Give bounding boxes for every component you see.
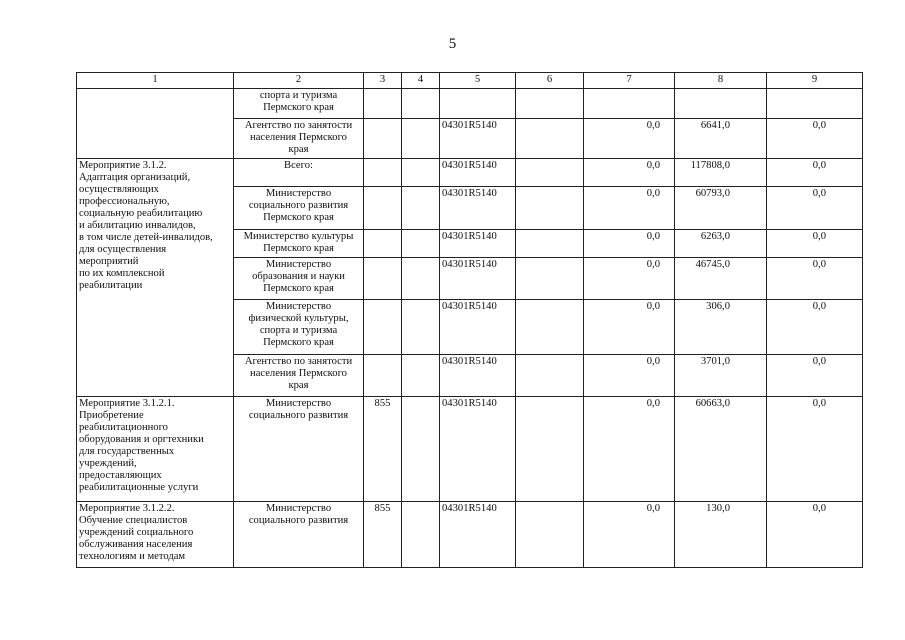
measure-cell: Мероприятие 3.1.2. Адаптация организаций, осуществляющих профессиональную, социальную реабилитацию и абилитацию инвалидов, в том числе детей-инвалидов, для осуществления мероприятий по их комплексной реабилитации — [77, 159, 234, 397]
cell-col3 — [364, 89, 402, 119]
measure-cell — [77, 89, 234, 159]
value-cell-col7: 0,0 — [584, 159, 675, 187]
table-row — [77, 159, 863, 187]
value-cell-col8: 306,0 — [675, 300, 767, 355]
code-cell: 04301R5140 — [440, 300, 516, 355]
cell-col6 — [516, 300, 584, 355]
cell-col4 — [402, 187, 440, 230]
cell-col4 — [402, 159, 440, 187]
code-cell — [440, 89, 516, 119]
cell-col6 — [516, 230, 584, 258]
cell-col3 — [364, 119, 402, 159]
column-header: 3 — [364, 73, 402, 89]
cell-col4 — [402, 119, 440, 159]
code-cell: 04301R5140 — [440, 355, 516, 397]
executor-cell: Министерство социального развития — [234, 397, 364, 502]
cell-col3: 855 — [364, 397, 402, 502]
column-header: 7 — [584, 73, 675, 89]
cell-col3 — [364, 355, 402, 397]
code-cell: 04301R5140 — [440, 230, 516, 258]
cell-col3 — [364, 300, 402, 355]
value-cell-col7: 0,0 — [584, 397, 675, 502]
cell-col4 — [402, 355, 440, 397]
value-cell-col7: 0,0 — [584, 230, 675, 258]
cell-col3 — [364, 187, 402, 230]
executor-cell: спорта и туризма Пермского края — [234, 89, 364, 119]
cell-col6 — [516, 502, 584, 568]
measure-cell: Мероприятие 3.1.2.2. Обучение специалистов учреждений социального обслуживания населения технологиям и методам — [77, 502, 234, 568]
value-cell-col7: 0,0 — [584, 300, 675, 355]
code-cell: 04301R5140 — [440, 119, 516, 159]
column-header: 4 — [402, 73, 440, 89]
cell-col3 — [364, 258, 402, 300]
executor-cell: Министерство социального развития Пермского края — [234, 187, 364, 230]
value-cell-col9: 0,0 — [767, 119, 863, 159]
cell-col4 — [402, 502, 440, 568]
table-row — [77, 397, 863, 502]
value-cell-col9: 0,0 — [767, 397, 863, 502]
value-cell-col9: 0,0 — [767, 502, 863, 568]
header-row — [77, 73, 863, 89]
column-header: 6 — [516, 73, 584, 89]
value-cell-col7: 0,0 — [584, 355, 675, 397]
value-cell-col8: 60663,0 — [675, 397, 767, 502]
cell-col4 — [402, 397, 440, 502]
cell-col6 — [516, 258, 584, 300]
code-cell: 04301R5140 — [440, 187, 516, 230]
value-cell-col7: 0,0 — [584, 119, 675, 159]
value-cell-col8: 130,0 — [675, 502, 767, 568]
cell-col6 — [516, 119, 584, 159]
value-cell-col9: 0,0 — [767, 355, 863, 397]
cell-col3 — [364, 230, 402, 258]
executor-cell: Министерство физической культуры, спорта и туризма Пермского края — [234, 300, 364, 355]
value-cell-col7: 0,0 — [584, 187, 675, 230]
column-header: 2 — [234, 73, 364, 89]
code-cell: 04301R5140 — [440, 258, 516, 300]
value-cell-col9: 0,0 — [767, 300, 863, 355]
value-cell-col9: 0,0 — [767, 187, 863, 230]
value-cell-col8: 6641,0 — [675, 119, 767, 159]
page-number: 5 — [448, 36, 457, 52]
cell-col3: 855 — [364, 502, 402, 568]
value-cell-col9: 0,0 — [767, 230, 863, 258]
value-cell-col8 — [675, 89, 767, 119]
value-cell-col7 — [584, 89, 675, 119]
value-cell-col7: 0,0 — [584, 258, 675, 300]
executor-cell: Министерство образования и науки Пермского края — [234, 258, 364, 300]
cell-col3 — [364, 159, 402, 187]
column-header: 9 — [767, 73, 863, 89]
value-cell-col7: 0,0 — [584, 502, 675, 568]
cell-col4 — [402, 230, 440, 258]
cell-col4 — [402, 258, 440, 300]
value-cell-col9: 0,0 — [767, 258, 863, 300]
executor-cell: Агентство по занятости населения Пермского края — [234, 119, 364, 159]
column-header: 1 — [77, 73, 234, 89]
code-cell: 04301R5140 — [440, 159, 516, 187]
executor-cell: Всего: — [234, 159, 364, 187]
cell-col4 — [402, 300, 440, 355]
table-row — [77, 89, 863, 119]
value-cell-col8: 46745,0 — [675, 258, 767, 300]
executor-cell: Министерство социального развития — [234, 502, 364, 568]
code-cell: 04301R5140 — [440, 397, 516, 502]
executor-cell: Агентство по занятости населения Пермского края — [234, 355, 364, 397]
executor-cell: Министерство культуры Пермского края — [234, 230, 364, 258]
value-cell-col9 — [767, 89, 863, 119]
value-cell-col8: 3701,0 — [675, 355, 767, 397]
cell-col6 — [516, 397, 584, 502]
cell-col6 — [516, 159, 584, 187]
value-cell-col8: 60793,0 — [675, 187, 767, 230]
table-row — [77, 502, 863, 568]
cell-col6 — [516, 187, 584, 230]
value-cell-col8: 6263,0 — [675, 230, 767, 258]
measure-cell: Мероприятие 3.1.2.1. Приобретение реабилитационного оборудования и оргтехники для государственных учреждений, предоставляющих реабилитационные услуги — [77, 397, 234, 502]
value-cell-col9: 0,0 — [767, 159, 863, 187]
column-header: 5 — [440, 73, 516, 89]
budget-table — [76, 72, 863, 568]
value-cell-col8: 117808,0 — [675, 159, 767, 187]
column-header: 8 — [675, 73, 767, 89]
cell-col4 — [402, 89, 440, 119]
code-cell: 04301R5140 — [440, 502, 516, 568]
cell-col6 — [516, 89, 584, 119]
cell-col6 — [516, 355, 584, 397]
